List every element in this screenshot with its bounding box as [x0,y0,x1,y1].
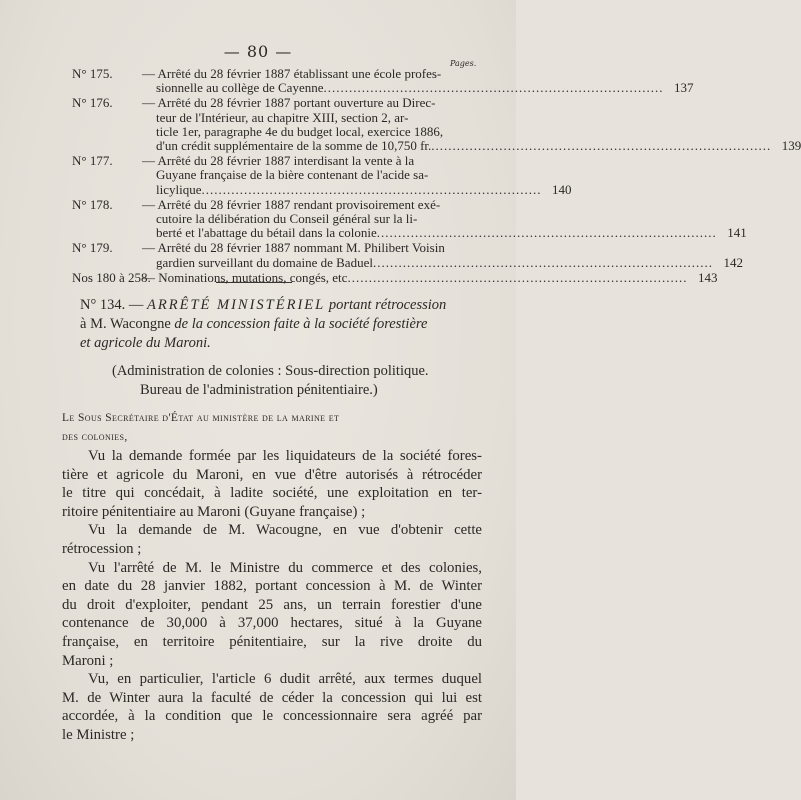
toc-entry-text: — Arrêté du 28 février 1887 établissant une école profes- [142,66,442,81]
decree-dash: — [128,297,144,313]
toc-entry-text: berté et l'abattage du bétail dans la colonie [156,225,377,241]
paragraph-line: rétrocession ; [62,540,142,557]
decree-heading [80,296,480,353]
administration-line-1: (Administration de colonies : Sous-direction politique. [112,363,429,379]
toc-leader-dots: ................................................................................ [431,138,772,154]
toc-page-number: 143 [697,269,718,285]
toc-page-number: 137 [674,80,694,96]
administration-note [112,362,472,400]
toc-entry-number: N° 179. [72,240,113,256]
toc-entry-number: Nos 180 à 258. [72,269,151,285]
decree-title: ARRÊTÉ MINISTÉRIEL [147,297,326,313]
toc-entry [72,66,694,96]
toc-leader-dots: ................................................................................ [372,254,713,270]
decree-body [62,447,482,745]
toc-leader-dots: ................................................................................ [376,225,717,241]
paragraph-line: du droit d'exploiter, pendant 25 ans, un terrain forestier d'une [62,596,482,613]
decree-paragraph [62,521,482,558]
pages-column-label: Pages. [450,59,477,68]
page-number: — 80 — [223,42,293,61]
paragraph-line: Vu l'arrêté de M. le Ministre du commerce et des colonies, [88,559,482,576]
paragraph-line: contenance de 30,000 à 37,000 hectares, situé à la Guyane [62,615,482,632]
sous-secretaire-line [62,409,482,447]
toc-entry-text: licylique [156,181,202,197]
toc-entry [72,240,743,270]
toc-entry-text: teur de l'Intérieur, au chapitre XIII, section 2, ar- [156,109,409,125]
toc-entry-number: N° 175. [72,66,113,81]
paragraph-line: le Ministre ; [62,726,135,743]
paragraph-line: M. de Winter aura la faculté de céder la concession qui lui est [62,689,482,706]
paragraph-line: ritoire pénitentiaire au Maroni (Guyane française) ; [62,503,366,520]
toc-leader-dots: ................................................................................ [201,181,542,197]
paragraph-line: tière et agricole du Maroni, en vue d'être autorisés à rétrocéder [62,466,482,483]
sous-secretaire-line-1: Le Sous Secrétaire d'État au ministère de la marine et [62,412,340,424]
paragraph-line: Vu la demande formée par les liquidateurs de la société fores- [88,448,482,464]
toc-leader-dots: ................................................................................ [323,80,664,96]
toc-entry [72,95,801,154]
section-divider [216,282,292,283]
toc-page-number: 141 [727,225,747,241]
toc-entry-text: — Arrêté du 28 février 1887 rendant provisoirement exé- [142,196,441,212]
toc-entry-number: N° 177. [72,153,113,169]
toc-page-number: 142 [723,254,743,270]
administration-line-2: Bureau de l'administration pénitentiaire.) [140,382,378,398]
toc-entry-text: gardien surveillant du domaine de Baduel [156,254,373,270]
decree-paragraph [62,670,482,744]
toc-entry-text: — Arrêté du 28 février 1887 portant ouverture au Direc- [142,95,436,111]
paragraph-line: en date du 28 janvier 1882, portant concession à M. de Winter [62,578,482,595]
sous-secretaire-line-2: des colonies, [62,431,128,443]
paragraph-line: française, en territoire pénitentiaire, sur la rive droite du [62,633,482,650]
decree-paragraph [62,559,482,671]
toc-entry-number: N° 178. [72,196,113,212]
toc-leader-dots: ................................................................................ [347,269,688,285]
toc-entry-text: — Arrêté du 28 février 1887 interdisant la vente à la [142,153,415,169]
toc-entry-text: sionnelle au collège de Cayenne [156,80,324,96]
toc-entry-text: — Arrêté du 28 février 1887 nommant M. Philibert Voisin [142,240,445,256]
decree-number: N° 134. [80,297,126,313]
decree-subject-2c: de la concession faite à la société forestière [174,316,428,332]
toc-entry [72,153,572,197]
toc-page-number: 139 [781,138,801,154]
decree-subject-3: et agricole du Maroni. [80,335,211,351]
decree-paragraph [62,447,482,521]
paragraph-line: accordée, à la condition que le concessionnaire sera agréé par [62,708,482,725]
toc-entry-text: d'un crédit supplémentaire de la somme de 10,750 fr. [156,138,432,154]
paragraph-line: Vu, en particulier, l'article 6 dudit arrêté, aux termes duquel [88,671,482,688]
toc-entry-text: Guyane française de la bière contenant de l'acide sa- [156,167,429,183]
table-of-contents [72,66,801,286]
paragraph-line: Maroni ; [62,652,114,669]
toc-page-number: 140 [552,181,572,197]
toc-entry [72,196,747,241]
decree-subject-1: portant rétrocession [328,297,447,313]
paragraph-line: le titre qui concédait, à ladite société, une exploitation en ter- [62,485,482,502]
toc-entry-text: cutoire la délibération du Conseil général sur la li- [156,211,418,227]
toc-entry-text: ticle 1er, paragraphe 4e du budget local, exercice 1886, [156,123,444,139]
toc-entry-text: — Nominations, mutations, congés, etc [142,269,348,285]
decree-subject-2a: à [80,316,87,332]
decree-subject-2b: M. Wacongne [90,316,171,332]
toc-entry-number: N° 176. [72,95,113,111]
paragraph-line: Vu la demande de M. Wacougne, en vue d'obtenir cette [88,522,482,539]
